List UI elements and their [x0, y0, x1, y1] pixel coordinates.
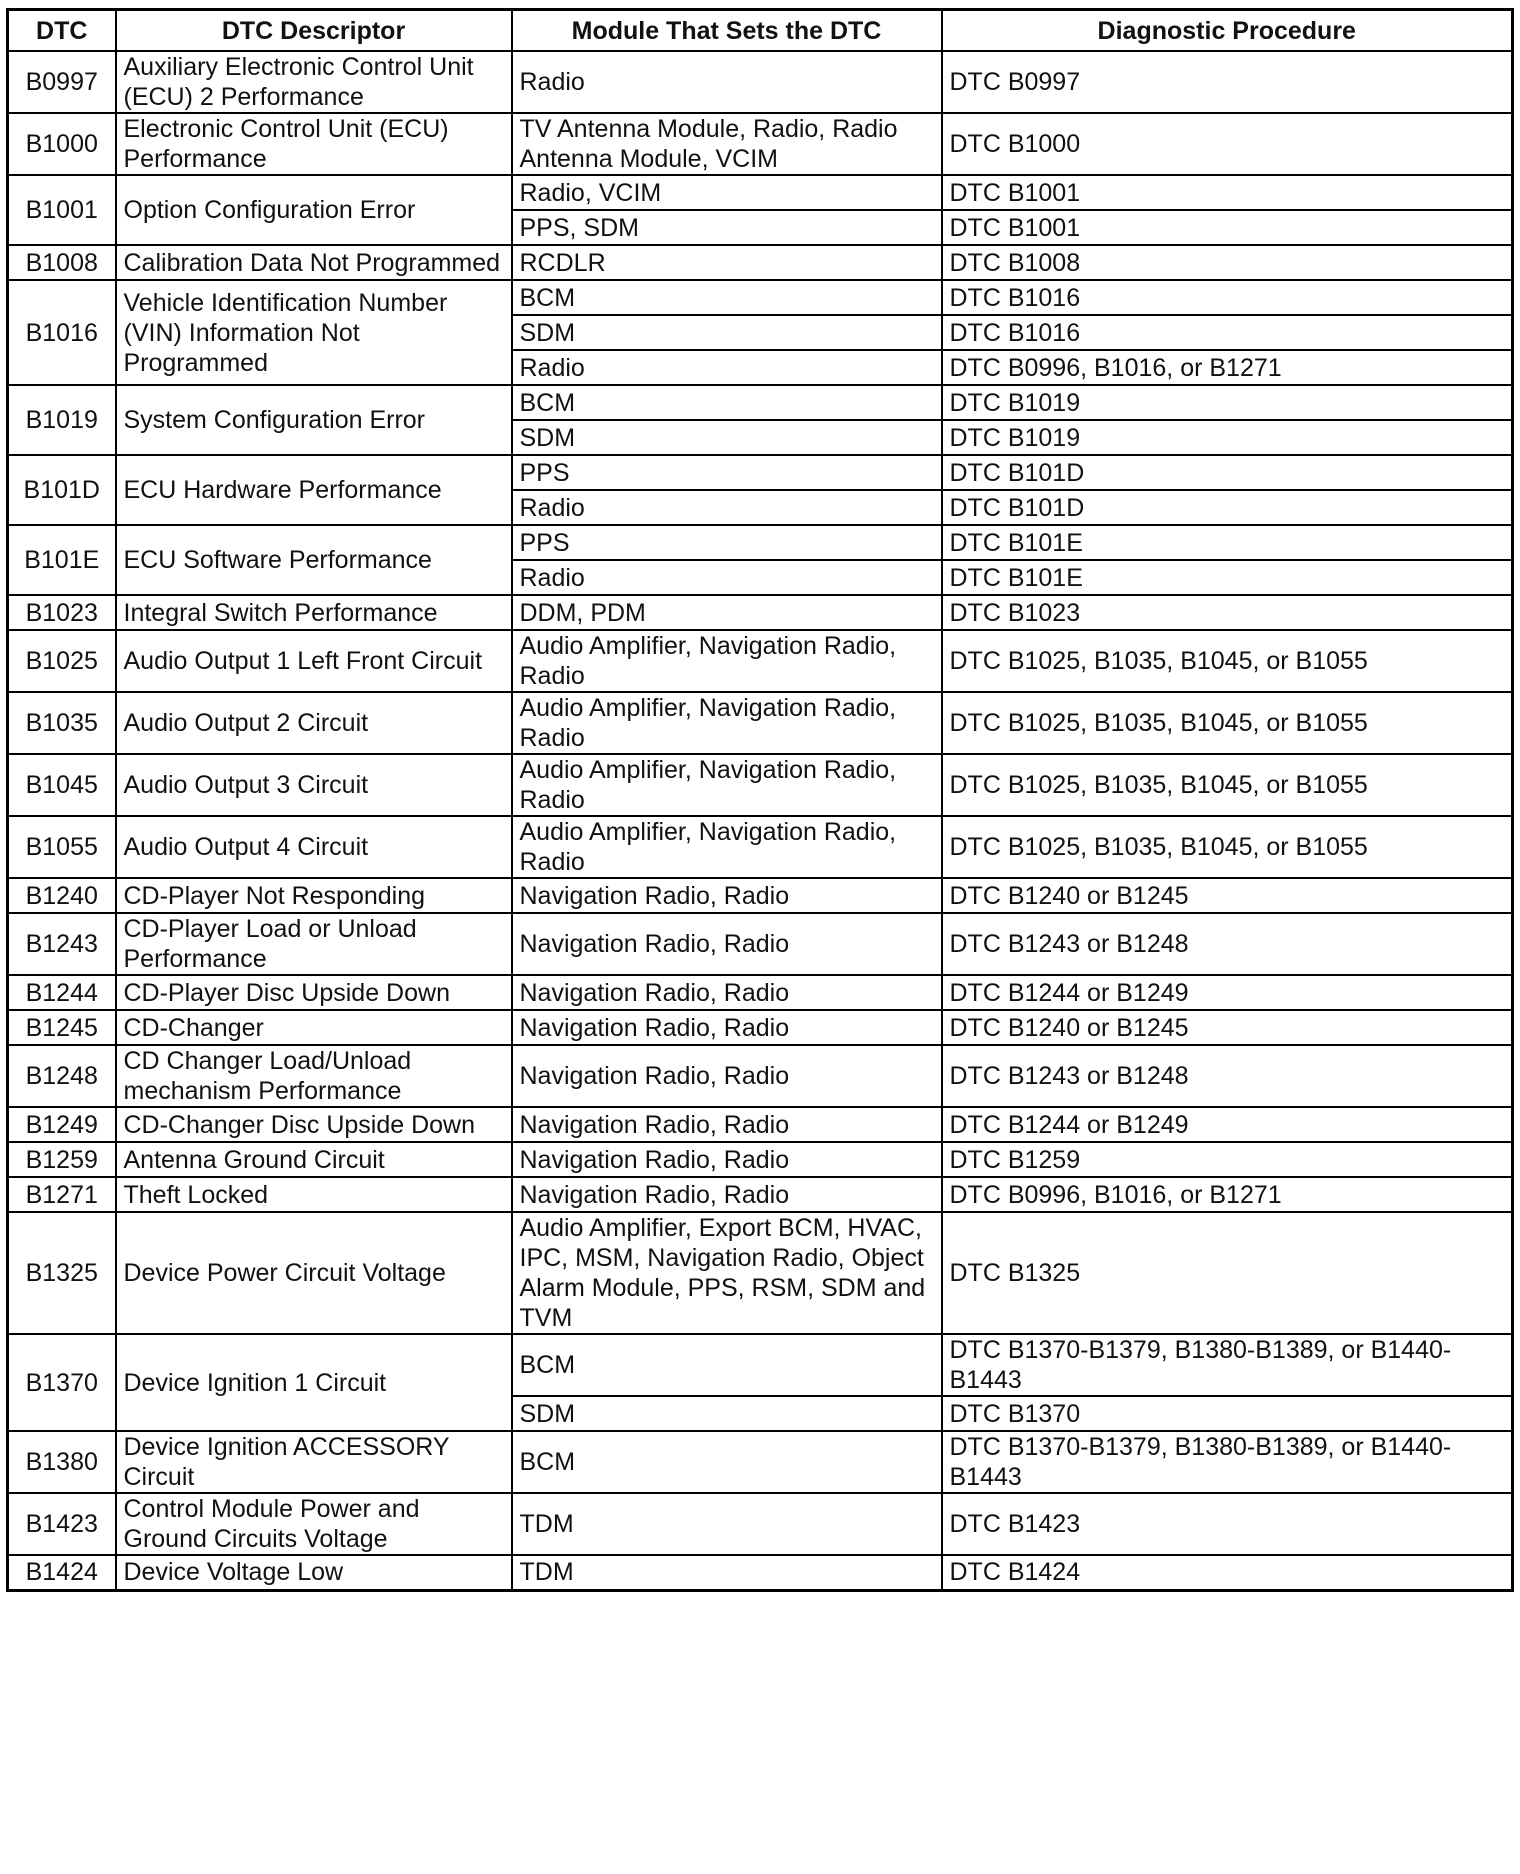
module-cell: PPS — [512, 455, 942, 490]
module-cell: Navigation Radio, Radio — [512, 913, 942, 975]
dtc-code-cell: B1423 — [8, 1493, 116, 1555]
dtc-descriptor-cell: Calibration Data Not Programmed — [116, 245, 512, 280]
diagnostic-procedure-cell: DTC B1423 — [942, 1493, 1513, 1555]
diagnostic-procedure-cell: DTC B1244 or B1249 — [942, 975, 1513, 1010]
module-cell: Radio — [512, 350, 942, 385]
dtc-table — [6, 8, 1514, 1592]
table-row — [8, 1045, 1513, 1107]
dtc-descriptor-cell: Audio Output 1 Left Front Circuit — [116, 630, 512, 692]
dtc-descriptor-cell: CD-Player Not Responding — [116, 878, 512, 913]
module-cell: Radio — [512, 490, 942, 525]
table-row — [8, 1431, 1513, 1493]
dtc-code-cell: B1240 — [8, 878, 116, 913]
dtc-code-cell: B1244 — [8, 975, 116, 1010]
module-cell: SDM — [512, 420, 942, 455]
dtc-descriptor-cell: ECU Hardware Performance — [116, 455, 512, 525]
diagnostic-procedure-cell: DTC B1001 — [942, 175, 1513, 210]
diagnostic-procedure-cell: DTC B1019 — [942, 385, 1513, 420]
dtc-code-cell: B1245 — [8, 1010, 116, 1045]
module-cell: TDM — [512, 1493, 942, 1555]
dtc-code-cell: B1055 — [8, 816, 116, 878]
dtc-descriptor-cell: Option Configuration Error — [116, 175, 512, 245]
module-cell: Navigation Radio, Radio — [512, 1107, 942, 1142]
module-cell: BCM — [512, 1431, 942, 1493]
dtc-descriptor-cell: Audio Output 4 Circuit — [116, 816, 512, 878]
module-cell: BCM — [512, 280, 942, 315]
diagnostic-procedure-cell: DTC B1240 or B1245 — [942, 878, 1513, 913]
diagnostic-procedure-cell: DTC B1370-B1379, B1380-B1389, or B1440-B1443 — [942, 1431, 1513, 1493]
diagnostic-procedure-cell: DTC B1243 or B1248 — [942, 1045, 1513, 1107]
table-row — [8, 51, 1513, 113]
diagnostic-procedure-cell: DTC B1023 — [942, 595, 1513, 630]
module-cell: Audio Amplifier, Navigation Radio, Radio — [512, 754, 942, 816]
header-dtc: DTC — [8, 10, 116, 52]
table-row — [8, 1555, 1513, 1590]
dtc-descriptor-cell: Device Ignition ACCESSORY Circuit — [116, 1431, 512, 1493]
dtc-code-cell: B1045 — [8, 754, 116, 816]
module-cell: Audio Amplifier, Export BCM, HVAC, IPC, MSM, Navigation Radio, Object Alarm Module, PPS, RSM, SDM and TVM — [512, 1212, 942, 1334]
module-cell: Radio — [512, 560, 942, 595]
diagnostic-procedure-cell: DTC B101D — [942, 490, 1513, 525]
diagnostic-procedure-cell: DTC B0996, B1016, or B1271 — [942, 1177, 1513, 1212]
dtc-descriptor-cell: Electronic Control Unit (ECU) Performance — [116, 113, 512, 175]
module-cell: SDM — [512, 1396, 942, 1431]
dtc-descriptor-cell: CD-Player Disc Upside Down — [116, 975, 512, 1010]
module-cell: Audio Amplifier, Navigation Radio, Radio — [512, 816, 942, 878]
diagnostic-procedure-cell: DTC B0996, B1016, or B1271 — [942, 350, 1513, 385]
dtc-descriptor-cell: Device Ignition 1 Circuit — [116, 1334, 512, 1431]
dtc-code-cell: B1325 — [8, 1212, 116, 1334]
table-row — [8, 113, 1513, 175]
dtc-code-cell: B101D — [8, 455, 116, 525]
table-row — [8, 692, 1513, 754]
dtc-descriptor-cell: Audio Output 3 Circuit — [116, 754, 512, 816]
table-row — [8, 175, 1513, 210]
diagnostic-procedure-cell: DTC B1000 — [942, 113, 1513, 175]
table-body — [8, 51, 1513, 1590]
diagnostic-procedure-cell: DTC B1424 — [942, 1555, 1513, 1590]
diagnostic-procedure-cell: DTC B1001 — [942, 210, 1513, 245]
diagnostic-procedure-cell: DTC B1025, B1035, B1045, or B1055 — [942, 692, 1513, 754]
dtc-code-cell: B1025 — [8, 630, 116, 692]
diagnostic-procedure-cell: DTC B101E — [942, 525, 1513, 560]
table-row — [8, 975, 1513, 1010]
dtc-descriptor-cell: Theft Locked — [116, 1177, 512, 1212]
dtc-code-cell: B101E — [8, 525, 116, 595]
dtc-descriptor-cell: Vehicle Identification Number (VIN) Information Not Programmed — [116, 280, 512, 385]
header-module: Module That Sets the DTC — [512, 10, 942, 52]
table-row — [8, 1142, 1513, 1177]
diagnostic-procedure-cell: DTC B1025, B1035, B1045, or B1055 — [942, 754, 1513, 816]
table-row — [8, 280, 1513, 315]
dtc-code-cell: B1000 — [8, 113, 116, 175]
diagnostic-procedure-cell: DTC B1243 or B1248 — [942, 913, 1513, 975]
diagnostic-procedure-cell: DTC B1370 — [942, 1396, 1513, 1431]
dtc-descriptor-cell: CD-Changer Disc Upside Down — [116, 1107, 512, 1142]
module-cell: Radio, VCIM — [512, 175, 942, 210]
diagnostic-procedure-cell: DTC B1259 — [942, 1142, 1513, 1177]
module-cell: Audio Amplifier, Navigation Radio, Radio — [512, 630, 942, 692]
module-cell: Navigation Radio, Radio — [512, 1177, 942, 1212]
dtc-code-cell: B1019 — [8, 385, 116, 455]
diagnostic-procedure-cell: DTC B101D — [942, 455, 1513, 490]
diagnostic-procedure-cell: DTC B1025, B1035, B1045, or B1055 — [942, 816, 1513, 878]
diagnostic-procedure-cell: DTC B1019 — [942, 420, 1513, 455]
header-diagnostic-procedure: Diagnostic Procedure — [942, 10, 1513, 52]
diagnostic-procedure-cell: DTC B1325 — [942, 1212, 1513, 1334]
dtc-descriptor-cell: Integral Switch Performance — [116, 595, 512, 630]
dtc-descriptor-cell: CD Changer Load/Unload mechanism Performance — [116, 1045, 512, 1107]
table-row — [8, 455, 1513, 490]
table-row — [8, 1493, 1513, 1555]
table-row — [8, 754, 1513, 816]
dtc-code-cell: B1249 — [8, 1107, 116, 1142]
dtc-descriptor-cell: System Configuration Error — [116, 385, 512, 455]
table-row — [8, 525, 1513, 560]
table-row — [8, 816, 1513, 878]
dtc-descriptor-cell: Auxiliary Electronic Control Unit (ECU) 2 Performance — [116, 51, 512, 113]
dtc-code-cell: B0997 — [8, 51, 116, 113]
module-cell: Radio — [512, 51, 942, 113]
table-row — [8, 1177, 1513, 1212]
dtc-code-cell: B1370 — [8, 1334, 116, 1431]
table-row — [8, 245, 1513, 280]
dtc-code-cell: B1259 — [8, 1142, 116, 1177]
dtc-descriptor-cell: Device Power Circuit Voltage — [116, 1212, 512, 1334]
diagnostic-procedure-cell: DTC B1244 or B1249 — [942, 1107, 1513, 1142]
module-cell: BCM — [512, 1334, 942, 1396]
module-cell: Navigation Radio, Radio — [512, 975, 942, 1010]
dtc-code-cell: B1271 — [8, 1177, 116, 1212]
table-row — [8, 1107, 1513, 1142]
dtc-descriptor-cell: Control Module Power and Ground Circuits Voltage — [116, 1493, 512, 1555]
module-cell: Navigation Radio, Radio — [512, 1045, 942, 1107]
module-cell: SDM — [512, 315, 942, 350]
module-cell: TDM — [512, 1555, 942, 1590]
diagnostic-procedure-cell: DTC B0997 — [942, 51, 1513, 113]
module-cell: TV Antenna Module, Radio, Radio Antenna Module, VCIM — [512, 113, 942, 175]
module-cell: Navigation Radio, Radio — [512, 1010, 942, 1045]
module-cell: PPS — [512, 525, 942, 560]
dtc-descriptor-cell: Device Voltage Low — [116, 1555, 512, 1590]
module-cell: BCM — [512, 385, 942, 420]
dtc-code-cell: B1016 — [8, 280, 116, 385]
dtc-code-cell: B1243 — [8, 913, 116, 975]
dtc-code-cell: B1248 — [8, 1045, 116, 1107]
dtc-descriptor-cell: Antenna Ground Circuit — [116, 1142, 512, 1177]
diagnostic-procedure-cell: DTC B1240 or B1245 — [942, 1010, 1513, 1045]
module-cell: Navigation Radio, Radio — [512, 1142, 942, 1177]
table-row — [8, 913, 1513, 975]
dtc-code-cell: B1008 — [8, 245, 116, 280]
dtc-code-cell: B1380 — [8, 1431, 116, 1493]
dtc-descriptor-cell: ECU Software Performance — [116, 525, 512, 595]
dtc-code-cell: B1023 — [8, 595, 116, 630]
dtc-code-cell: B1035 — [8, 692, 116, 754]
table-row — [8, 1010, 1513, 1045]
diagnostic-procedure-cell: DTC B1008 — [942, 245, 1513, 280]
diagnostic-procedure-cell: DTC B1016 — [942, 315, 1513, 350]
table-row — [8, 630, 1513, 692]
dtc-code-cell: B1424 — [8, 1555, 116, 1590]
dtc-descriptor-cell: CD-Changer — [116, 1010, 512, 1045]
module-cell: PPS, SDM — [512, 210, 942, 245]
table-row — [8, 385, 1513, 420]
table-row — [8, 1212, 1513, 1334]
dtc-descriptor-cell: Audio Output 2 Circuit — [116, 692, 512, 754]
module-cell: RCDLR — [512, 245, 942, 280]
dtc-table-container — [6, 8, 1511, 1592]
dtc-code-cell: B1001 — [8, 175, 116, 245]
table-header-row — [8, 10, 1513, 52]
table-row — [8, 1334, 1513, 1396]
diagnostic-procedure-cell: DTC B1016 — [942, 280, 1513, 315]
module-cell: DDM, PDM — [512, 595, 942, 630]
diagnostic-procedure-cell: DTC B1370-B1379, B1380-B1389, or B1440-B1443 — [942, 1334, 1513, 1396]
dtc-descriptor-cell: CD-Player Load or Unload Performance — [116, 913, 512, 975]
diagnostic-procedure-cell: DTC B1025, B1035, B1045, or B1055 — [942, 630, 1513, 692]
header-dtc-descriptor: DTC Descriptor — [116, 10, 512, 52]
table-row — [8, 595, 1513, 630]
module-cell: Audio Amplifier, Navigation Radio, Radio — [512, 692, 942, 754]
diagnostic-procedure-cell: DTC B101E — [942, 560, 1513, 595]
table-row — [8, 878, 1513, 913]
module-cell: Navigation Radio, Radio — [512, 878, 942, 913]
